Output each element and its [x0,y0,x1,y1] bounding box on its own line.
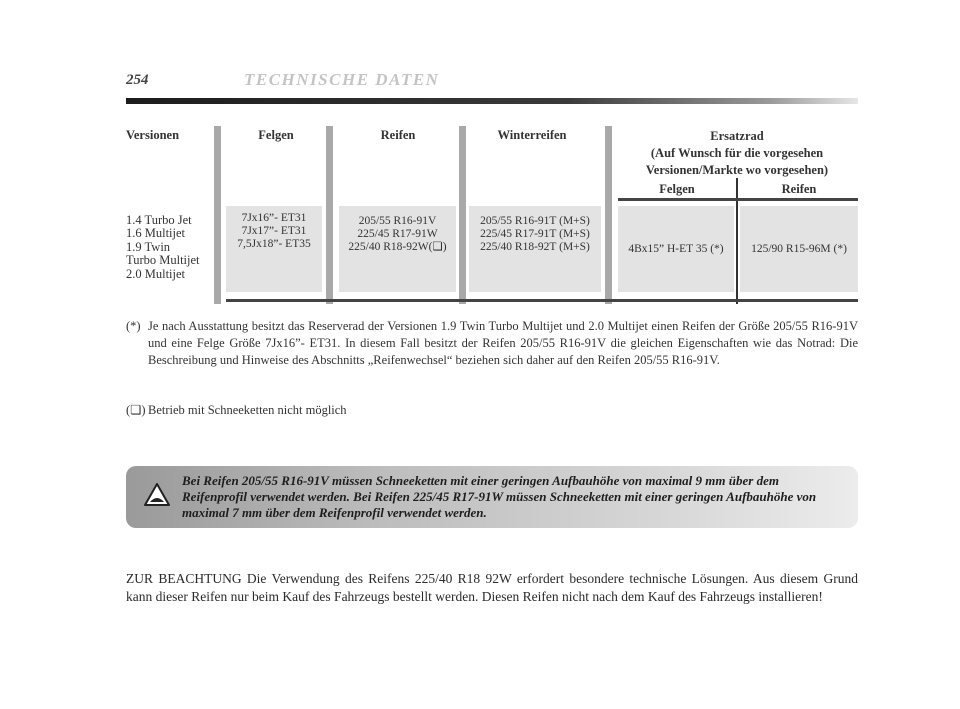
version-item: Turbo Multijet [126,253,200,268]
subheader-reifen: Reifen [781,182,817,196]
winter-item: 205/55 R16-91T (M+S) [480,215,590,227]
table-bottom-rule [226,299,858,302]
versions-list [126,214,216,281]
column-separator [605,126,612,304]
header-ersatzrad [616,128,858,179]
tire-table [126,126,858,304]
section-title: TECHNISCHE DATEN [244,70,440,89]
ersatz-reifen-cell [740,206,858,292]
page-number: 254 [126,72,149,88]
warning-box [126,466,858,528]
column-separator [459,126,466,304]
winter-item: 225/45 R17-91T (M+S) [480,228,590,240]
header-rule-bottom [618,198,858,201]
reifen-item: 225/40 R18-92W(❏) [348,241,447,253]
footnote-asterisk [126,318,858,369]
header-felgen: Felgen [258,128,294,142]
header-versionen: Versionen [126,128,180,142]
reifen-cell [339,206,456,292]
header-winterreifen: Winterreifen [497,128,567,142]
footnote-asterisk-text: Je nach Ausstattung besitzt das Reserverad der Versionen 1.9 Twin Turbo Multijet und 2.0 Multijet einen Reifen der Größe 205/55 R16-91V und eine Felge Größe 7Jx16”- ET31. In diesem Fall besitzt der Reifen 205/55 R16-91V die gleichen Eigenschaften wie das Notrad: Die Beschreibung und Hinweise des Abschnitts „Reifenwechsel“ beziehen sich daher auf den Reifen 205/55 R16-91V. [148,319,858,367]
footnote-box [126,402,858,419]
version-item: 2.0 Multijet [126,266,186,281]
column-separator-thin [736,178,738,304]
felgen-item: 7Jx16”- ET31 [241,212,307,224]
header-ersatzrad-line2: (Auf Wunsch für die vorgesehen [650,146,824,160]
winter-cell [469,206,601,292]
version-item: 1.9 Twin [126,239,171,254]
warning-triangle-icon [143,482,171,508]
felgen-item: 7,5Jx18”- ET35 [237,238,311,250]
footnote-box-text: Betrieb mit Schneeketten nicht möglich [148,403,347,417]
reifen-item: 225/45 R17-91W [357,228,438,240]
version-item: 1.6 Multijet [126,226,186,241]
warning-text: Bei Reifen 205/55 R16-91V müssen Schneeketten mit einer geringen Aufbauhöhe von maximal 9 mm über dem Reifenprofil verwendet werden. Bei Reifen 225/45 R17-91W müssen Schneeketten mit einer geringen Aufbauhöhe von maximal 7 mm über dem Reifenprofil verwendet werden. [182,473,817,520]
subheader-felgen: Felgen [659,182,695,196]
felgen-cell [226,206,322,292]
header-ersatzrad-line3: Versionen/Markte wo vorgesehen) [645,163,829,177]
ersatz-felgen-value: 4Bx15” H-ET 35 (*) [628,242,724,255]
ersatz-felgen-cell [618,206,734,292]
version-item: 1.4 Turbo Jet [126,213,192,227]
footnote-asterisk-mark: (*) [126,319,141,333]
header-rule [126,98,858,104]
header-ersatzrad-line1: Ersatzrad [710,129,764,143]
column-separator [326,126,333,304]
footnote-box-mark: (❏) [126,403,146,417]
ersatz-reifen-value: 125/90 R15-96M (*) [751,242,847,255]
final-note: ZUR BEACHTUNG Die Verwendung des Reifens 225/40 R18 92W erfordert besondere technische Lösungen. Aus diesem Grund kann dieser Reifen nur beim Kauf des Fahrzeugs bestellt werden. Diesen Reifen nicht nach dem Kauf des Fahrzeugs installieren! [126,571,858,604]
felgen-item: 7Jx17”- ET31 [241,225,307,237]
header-reifen: Reifen [380,128,416,142]
reifen-item: 205/55 R16-91V [358,215,437,227]
winter-item: 225/40 R18-92T (M+S) [480,241,590,253]
